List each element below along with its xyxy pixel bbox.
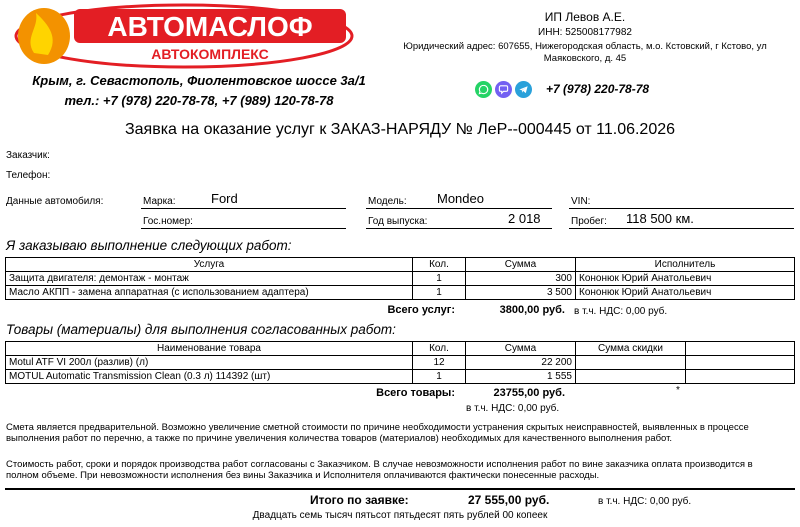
service-name: Масло АКПП - замена аппаратная (с использованием адаптера): [6, 286, 413, 300]
table-row: [6, 356, 795, 370]
service-qty: 1: [413, 272, 466, 286]
goods-col-name: Наименование товара: [6, 342, 413, 356]
year-value: 2 018: [508, 211, 541, 226]
make-label: Марка:: [143, 196, 176, 207]
viber-icon[interactable]: [495, 81, 512, 98]
services-col-sum: Сумма: [466, 258, 576, 272]
make-value: Ford: [211, 191, 238, 206]
plate-label: Гос.номер:: [143, 216, 193, 227]
services-col-qty: Кол.: [413, 258, 466, 272]
company-address: Крым, г. Севастополь, Фиолентовское шоссе 3а/1: [32, 73, 366, 88]
service-qty: 1: [413, 286, 466, 300]
goods-qty: 1: [413, 370, 466, 384]
note-terms: Стоимость работ, сроки и порядок производства работ согласованы с Заказчиком. В случае невозможности исполнения работ по вине заказчика оплата производится в полном объеме. При невозможности исполнения без вины Заказчика и Исполнителя оплачиваются фактически понесенные расходы.: [6, 459, 753, 481]
goods-heading: Товары (материалы) для выполнения согласованных работ:: [6, 322, 396, 337]
note-estimate: Смета является предварительной. Возможно увеличение сметной стоимости по причине необходимости устранения скрытых неисправностей, выявленных в процессе выполнения работ по перечню, а также по причине увеличения количества товаров (материалов) необходимых для качественного выполнения работ.: [6, 422, 749, 444]
goods-sum: 22 200: [466, 356, 576, 370]
services-vat: в т.ч. НДС: 0,00 руб.: [574, 306, 668, 317]
grand-total-amount: 27 555,00 руб.: [468, 493, 550, 507]
goods-vat: в т.ч. НДС: 0,00 руб.: [466, 403, 560, 414]
messenger-phone: +7 (978) 220-78-78: [546, 82, 650, 96]
vin-label: VIN:: [571, 196, 591, 207]
goods-name: MOTUL Automatic Transmission Clean (0.3 л) 114392 (шт): [6, 370, 413, 384]
divider: [5, 488, 795, 490]
service-sum: 300: [466, 272, 576, 286]
grand-total-label: Итого по заявке:: [310, 493, 409, 507]
table-row: [6, 272, 795, 286]
services-total-label: Всего услуг:: [387, 304, 455, 316]
entrepreneur-inn: ИНН: 525008177982: [538, 27, 632, 38]
service-executor: Кононюк Юрий Анатольевич: [576, 272, 795, 286]
goods-discount: [576, 370, 686, 384]
grand-total-words: Двадцать семь тысяч пятьсот пятьдесят пять рублей 00 копеек: [252, 510, 548, 521]
company-logo: [14, 3, 354, 69]
brand-name: АВТОМАСЛОФ: [107, 11, 313, 42]
goods-discount: [576, 356, 686, 370]
document-title: Заявка на оказание услуг к ЗАКАЗ-НАРЯДУ № ЛеР--000445 от 11.06.2026: [124, 121, 676, 138]
year-label: Год выпуска:: [368, 216, 428, 227]
vehicle-section-label: Данные автомобиля:: [6, 196, 104, 207]
mileage-value: 118 500 км.: [626, 211, 694, 226]
services-total: 3800,00 руб.: [499, 304, 565, 316]
table-row: [6, 286, 795, 300]
table-row: [6, 370, 795, 384]
service-name: Защита двигателя: демонтаж - монтаж: [6, 272, 413, 286]
model-value: Mondeo: [437, 191, 484, 206]
goods-total-label: Всего товары:: [376, 387, 455, 399]
goods-col-qty: Кол.: [413, 342, 466, 356]
goods-qty: 12: [413, 356, 466, 370]
service-sum: 3 500: [466, 286, 576, 300]
goods-col-discount: Сумма скидки: [576, 342, 686, 356]
entrepreneur-name: ИП Левов А.Е.: [544, 10, 626, 24]
services-table: [5, 257, 795, 300]
services-heading: Я заказываю выполнение следующих работ:: [6, 238, 292, 253]
goods-sum: 1 555: [466, 370, 576, 384]
goods-total: 23755,00 руб.: [493, 387, 565, 399]
model-label: Модель:: [368, 196, 407, 207]
customer-label: Заказчик:: [6, 150, 50, 161]
services-col-executor: Исполнитель: [576, 258, 795, 272]
service-executor: Кононюк Юрий Анатольевич: [576, 286, 795, 300]
services-col-service: Услуга: [6, 258, 413, 272]
goods-name: Motul ATF VI 200л (разлив) (л): [6, 356, 413, 370]
goods-asterisk: *: [676, 385, 680, 396]
messenger-icons: [475, 81, 532, 98]
whatsapp-icon[interactable]: [475, 81, 492, 98]
telegram-icon[interactable]: [515, 81, 532, 98]
grand-total-vat: в т.ч. НДС: 0,00 руб.: [598, 496, 692, 507]
brand-subtitle: АВТОКОМПЛЕКС: [151, 46, 269, 62]
goods-col-sum: Сумма: [466, 342, 576, 356]
mileage-label: Пробег:: [571, 216, 607, 227]
legal-address: Юридический адрес: 607655, Нижегородская область, м.о. Кстовский, г Кстово, ул Маяковского, д. 45: [403, 41, 767, 64]
goods-table: [5, 341, 795, 384]
company-phones: тел.: +7 (978) 220-78-78, +7 (989) 120-78-78: [64, 93, 334, 108]
phone-label: Телефон:: [6, 170, 51, 181]
